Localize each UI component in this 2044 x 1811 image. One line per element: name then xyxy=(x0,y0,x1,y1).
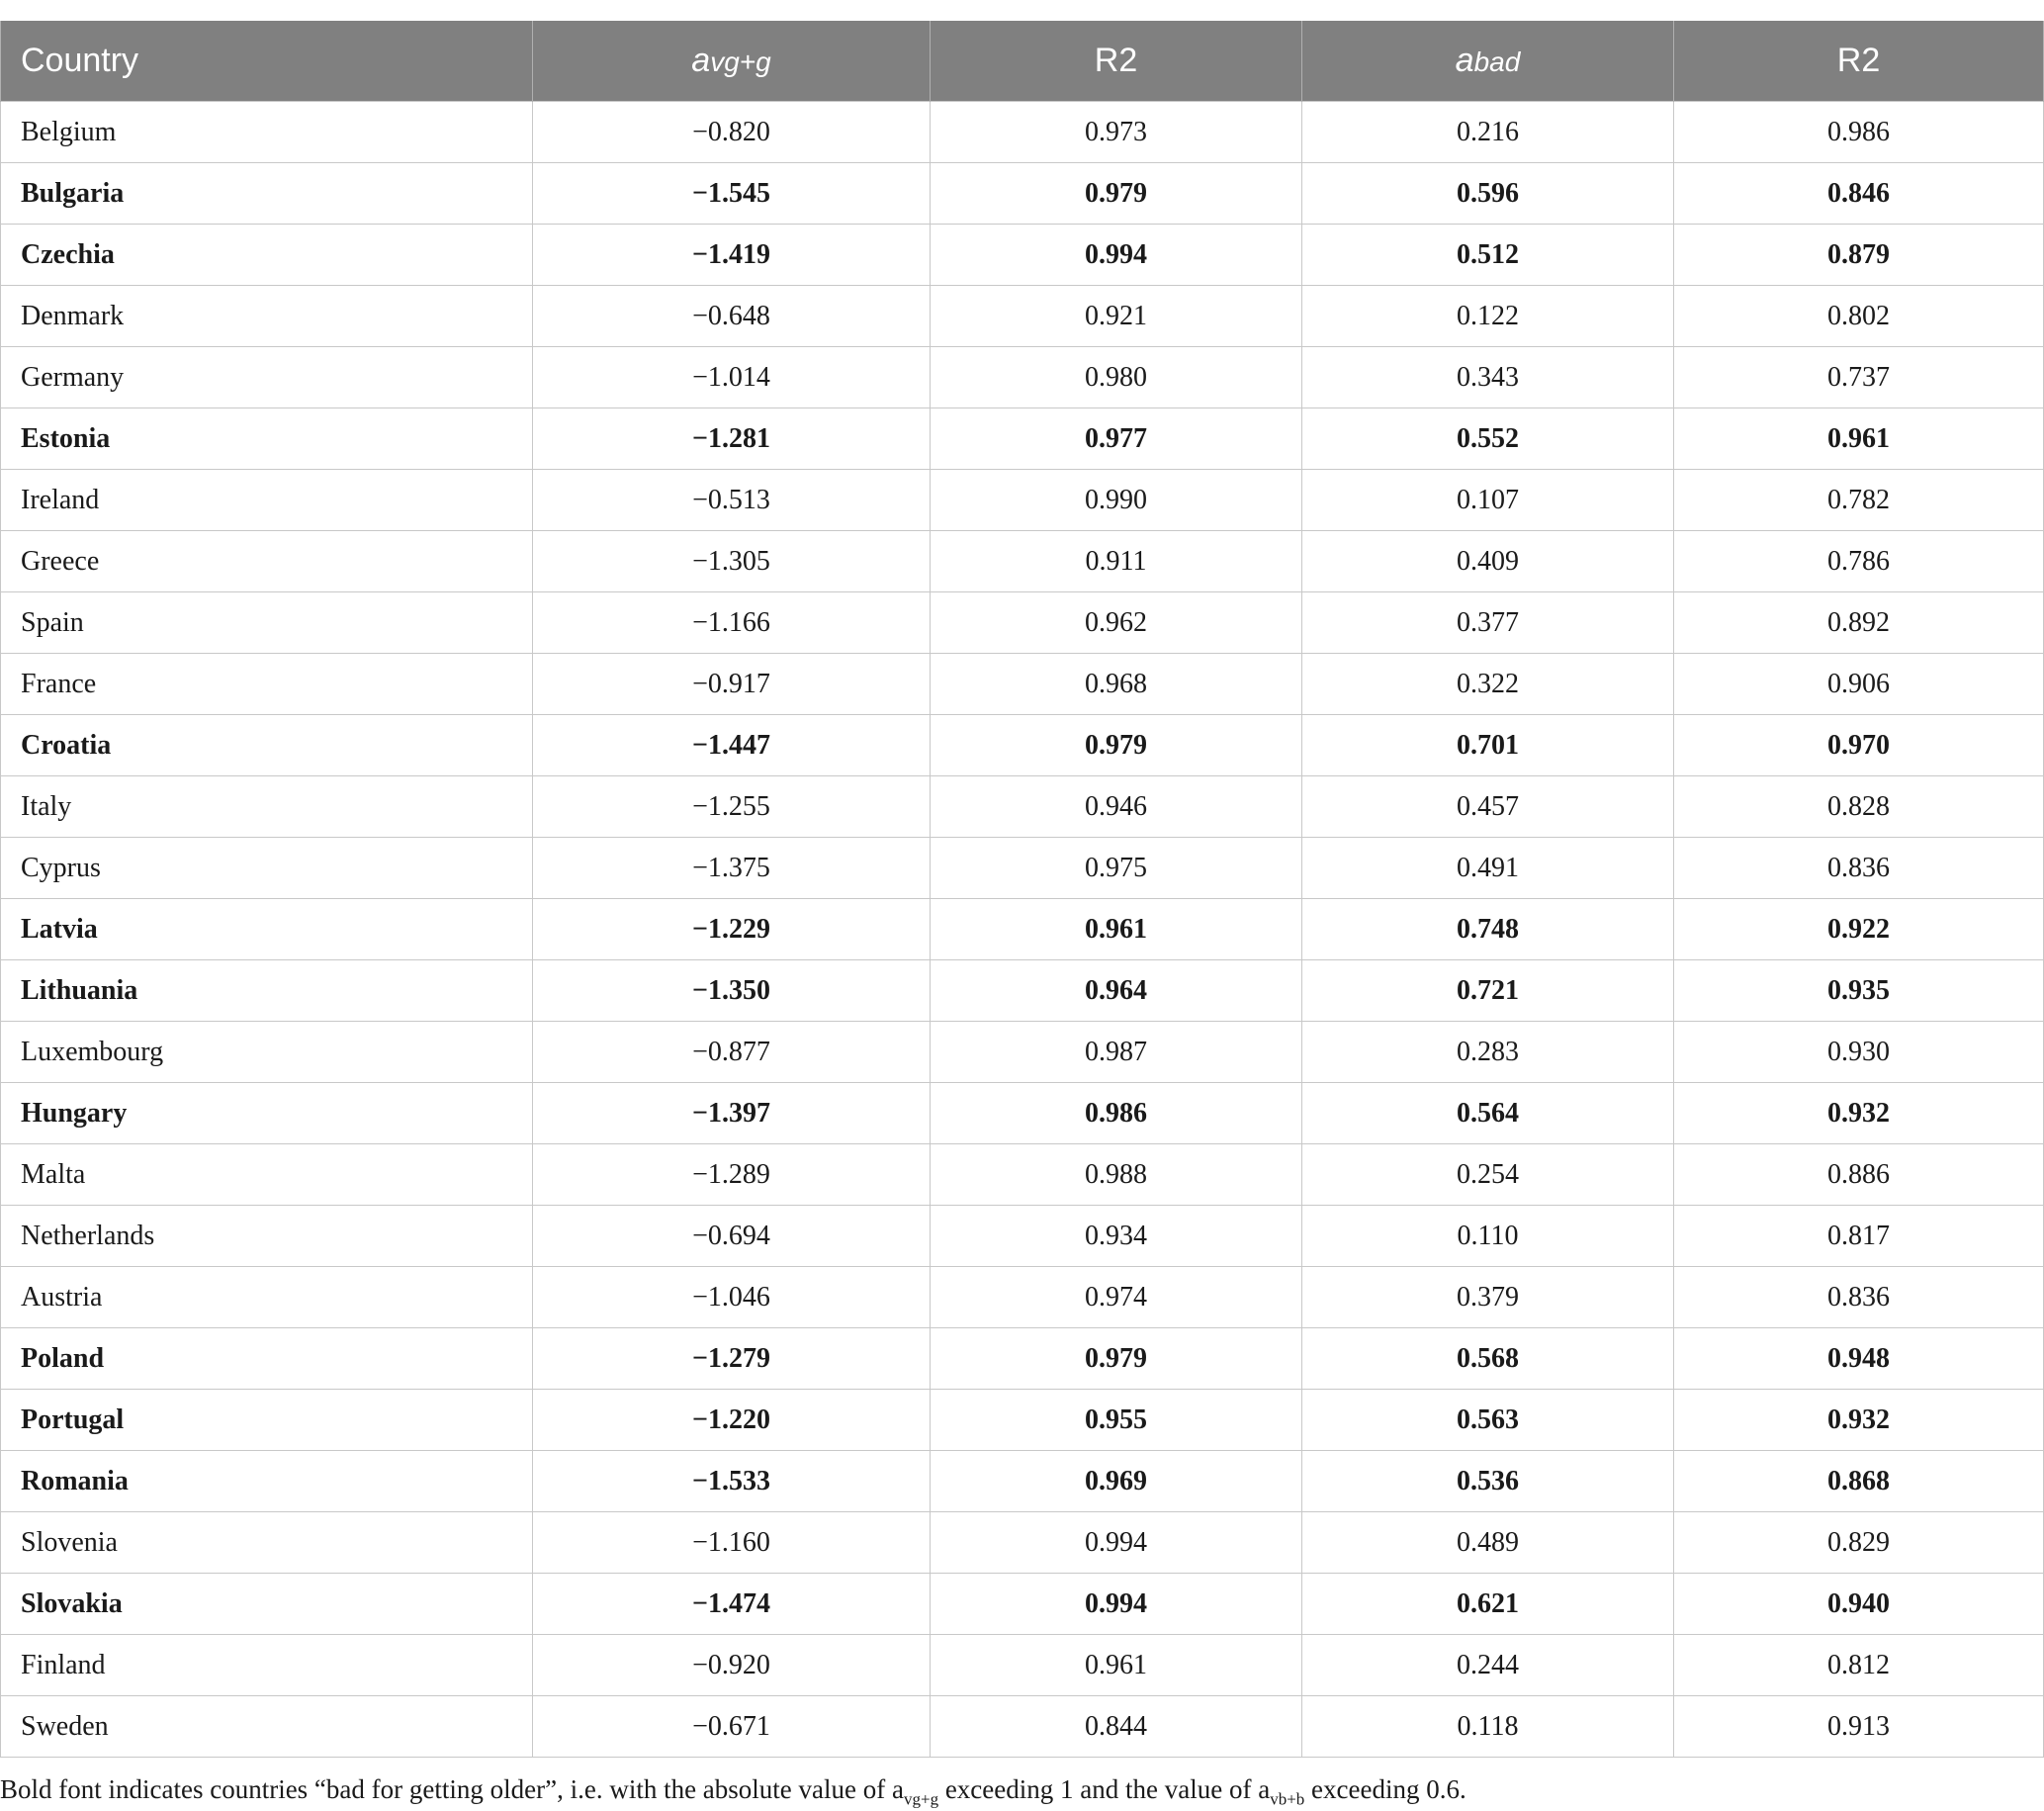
cell-country: Luxembourg xyxy=(1,1022,533,1083)
cell-a-vg-g: −0.877 xyxy=(533,1022,931,1083)
cell-r2-first: 0.990 xyxy=(931,470,1302,531)
cell-a-vg-g: −1.419 xyxy=(533,225,931,286)
cell-country: Ireland xyxy=(1,470,533,531)
cell-r2-second: 0.879 xyxy=(1674,225,2044,286)
table-row xyxy=(1,715,2044,776)
table-row xyxy=(1,225,2044,286)
table-row xyxy=(1,654,2044,715)
cell-r2-first: 0.977 xyxy=(931,408,1302,470)
cell-a-vg-g: −1.229 xyxy=(533,899,931,960)
cell-a-bad: 0.409 xyxy=(1302,531,1674,592)
cell-r2-second: 0.817 xyxy=(1674,1206,2044,1267)
cell-a-bad: 0.552 xyxy=(1302,408,1674,470)
cell-r2-second: 0.802 xyxy=(1674,286,2044,347)
cell-r2-first: 0.994 xyxy=(931,1574,1302,1635)
cell-country: Belgium xyxy=(1,102,533,163)
cell-r2-second: 0.828 xyxy=(1674,776,2044,838)
cell-a-vg-g: −1.220 xyxy=(533,1390,931,1451)
cell-a-bad: 0.379 xyxy=(1302,1267,1674,1328)
table-row xyxy=(1,102,2044,163)
cell-a-bad: 0.254 xyxy=(1302,1144,1674,1206)
cell-r2-second: 0.913 xyxy=(1674,1696,2044,1758)
cell-a-vg-g: −1.397 xyxy=(533,1083,931,1144)
cell-r2-first: 0.994 xyxy=(931,225,1302,286)
cell-country: Lithuania xyxy=(1,960,533,1022)
cell-country: Italy xyxy=(1,776,533,838)
cell-country: Spain xyxy=(1,592,533,654)
cell-a-vg-g: −0.648 xyxy=(533,286,931,347)
cell-a-vg-g: −1.447 xyxy=(533,715,931,776)
cell-r2-second: 0.782 xyxy=(1674,470,2044,531)
table-row xyxy=(1,1206,2044,1267)
cell-r2-first: 0.979 xyxy=(931,163,1302,225)
table-row xyxy=(1,408,2044,470)
cell-r2-second: 0.737 xyxy=(1674,347,2044,408)
cell-a-bad: 0.563 xyxy=(1302,1390,1674,1451)
cell-a-bad: 0.283 xyxy=(1302,1022,1674,1083)
table-row xyxy=(1,1022,2044,1083)
cell-r2-first: 0.911 xyxy=(931,531,1302,592)
results-table xyxy=(0,21,2044,1758)
cell-r2-second: 0.940 xyxy=(1674,1574,2044,1635)
cell-a-vg-g: −1.255 xyxy=(533,776,931,838)
cell-country: Cyprus xyxy=(1,838,533,899)
footnote-text-3: exceeding 0.6. xyxy=(1304,1774,1466,1804)
cell-a-bad: 0.322 xyxy=(1302,654,1674,715)
cell-a-bad: 0.568 xyxy=(1302,1328,1674,1390)
cell-a-bad: 0.489 xyxy=(1302,1512,1674,1574)
header-r2-first: R2 xyxy=(931,21,1302,102)
table-row xyxy=(1,1696,2044,1758)
table-header xyxy=(1,21,2044,102)
cell-r2-first: 0.964 xyxy=(931,960,1302,1022)
cell-a-vg-g: −0.920 xyxy=(533,1635,931,1696)
cell-a-vg-g: −1.160 xyxy=(533,1512,931,1574)
cell-a-vg-g: −1.533 xyxy=(533,1451,931,1512)
cell-r2-second: 0.922 xyxy=(1674,899,2044,960)
cell-country: Slovakia xyxy=(1,1574,533,1635)
cell-r2-second: 0.935 xyxy=(1674,960,2044,1022)
cell-r2-second: 0.970 xyxy=(1674,715,2044,776)
footnote-sub-1: vg+g xyxy=(903,1789,939,1809)
cell-country: Romania xyxy=(1,1451,533,1512)
cell-r2-second: 0.948 xyxy=(1674,1328,2044,1390)
cell-r2-first: 0.987 xyxy=(931,1022,1302,1083)
cell-country: Hungary xyxy=(1,1083,533,1144)
cell-r2-second: 0.829 xyxy=(1674,1512,2044,1574)
cell-r2-second: 0.836 xyxy=(1674,1267,2044,1328)
cell-r2-first: 0.979 xyxy=(931,1328,1302,1390)
cell-a-vg-g: −1.350 xyxy=(533,960,931,1022)
cell-r2-first: 0.946 xyxy=(931,776,1302,838)
footnote-text-2: exceeding 1 and the value of a xyxy=(938,1774,1271,1804)
cell-r2-second: 0.812 xyxy=(1674,1635,2044,1696)
cell-a-vg-g: −1.166 xyxy=(533,592,931,654)
cell-country: Germany xyxy=(1,347,533,408)
cell-r2-first: 0.968 xyxy=(931,654,1302,715)
cell-a-vg-g: −1.281 xyxy=(533,408,931,470)
cell-a-bad: 0.244 xyxy=(1302,1635,1674,1696)
table-row xyxy=(1,1512,2044,1574)
cell-a-bad: 0.721 xyxy=(1302,960,1674,1022)
cell-a-vg-g: −1.375 xyxy=(533,838,931,899)
cell-country: Bulgaria xyxy=(1,163,533,225)
cell-a-bad: 0.457 xyxy=(1302,776,1674,838)
cell-r2-first: 0.961 xyxy=(931,1635,1302,1696)
cell-country: Denmark xyxy=(1,286,533,347)
cell-r2-first: 0.962 xyxy=(931,592,1302,654)
cell-a-vg-g: −0.671 xyxy=(533,1696,931,1758)
table-row xyxy=(1,1267,2044,1328)
cell-a-bad: 0.377 xyxy=(1302,592,1674,654)
cell-country: Malta xyxy=(1,1144,533,1206)
cell-a-bad: 0.701 xyxy=(1302,715,1674,776)
cell-a-bad: 0.107 xyxy=(1302,470,1674,531)
header-a-vg-g-base: a xyxy=(691,42,711,79)
cell-r2-second: 0.932 xyxy=(1674,1390,2044,1451)
cell-a-bad: 0.596 xyxy=(1302,163,1674,225)
table-row xyxy=(1,1083,2044,1144)
table-row xyxy=(1,286,2044,347)
table-row xyxy=(1,347,2044,408)
cell-country: Finland xyxy=(1,1635,533,1696)
cell-r2-first: 0.921 xyxy=(931,286,1302,347)
table-row xyxy=(1,776,2044,838)
table-row xyxy=(1,1635,2044,1696)
cell-r2-second: 0.886 xyxy=(1674,1144,2044,1206)
cell-a-bad: 0.621 xyxy=(1302,1574,1674,1635)
cell-a-vg-g: −0.694 xyxy=(533,1206,931,1267)
table-row xyxy=(1,531,2044,592)
cell-r2-first: 0.961 xyxy=(931,899,1302,960)
cell-r2-first: 0.979 xyxy=(931,715,1302,776)
cell-country: Czechia xyxy=(1,225,533,286)
footnote-sub-2: vb+b xyxy=(1270,1789,1305,1809)
cell-r2-second: 0.986 xyxy=(1674,102,2044,163)
cell-r2-second: 0.868 xyxy=(1674,1451,2044,1512)
cell-a-bad: 0.564 xyxy=(1302,1083,1674,1144)
table-body xyxy=(1,102,2044,1758)
table-row xyxy=(1,163,2044,225)
cell-a-bad: 0.110 xyxy=(1302,1206,1674,1267)
cell-a-vg-g: −0.513 xyxy=(533,470,931,531)
cell-country: Poland xyxy=(1,1328,533,1390)
header-a-bad-base: a xyxy=(1455,42,1474,79)
cell-r2-second: 0.836 xyxy=(1674,838,2044,899)
cell-country: Latvia xyxy=(1,899,533,960)
cell-r2-first: 0.975 xyxy=(931,838,1302,899)
cell-r2-first: 0.974 xyxy=(931,1267,1302,1328)
cell-r2-first: 0.994 xyxy=(931,1512,1302,1574)
cell-a-vg-g: −1.545 xyxy=(533,163,931,225)
cell-a-vg-g: −1.014 xyxy=(533,347,931,408)
table-row xyxy=(1,1451,2044,1512)
cell-r2-second: 0.906 xyxy=(1674,654,2044,715)
cell-country: Slovenia xyxy=(1,1512,533,1574)
table-row xyxy=(1,1328,2044,1390)
cell-a-vg-g: −1.305 xyxy=(533,531,931,592)
header-country: Country xyxy=(1,21,533,102)
cell-country: Portugal xyxy=(1,1390,533,1451)
cell-r2-second: 0.846 xyxy=(1674,163,2044,225)
header-a-vg-g xyxy=(533,21,931,102)
cell-a-bad: 0.536 xyxy=(1302,1451,1674,1512)
cell-r2-first: 0.986 xyxy=(931,1083,1302,1144)
cell-r2-second: 0.961 xyxy=(1674,408,2044,470)
table-footnote xyxy=(0,1774,2044,1809)
header-a-bad-sub: bad xyxy=(1473,46,1521,77)
cell-country: Sweden xyxy=(1,1696,533,1758)
cell-a-bad: 0.748 xyxy=(1302,899,1674,960)
cell-r2-first: 0.969 xyxy=(931,1451,1302,1512)
cell-country: Austria xyxy=(1,1267,533,1328)
cell-country: Netherlands xyxy=(1,1206,533,1267)
table-row xyxy=(1,899,2044,960)
table-row xyxy=(1,1390,2044,1451)
cell-r2-first: 0.955 xyxy=(931,1390,1302,1451)
header-r2-second: R2 xyxy=(1674,21,2044,102)
cell-a-vg-g: −1.279 xyxy=(533,1328,931,1390)
cell-r2-second: 0.786 xyxy=(1674,531,2044,592)
table-row xyxy=(1,470,2044,531)
cell-a-bad: 0.491 xyxy=(1302,838,1674,899)
cell-r2-first: 0.973 xyxy=(931,102,1302,163)
table-row xyxy=(1,838,2044,899)
cell-r2-second: 0.892 xyxy=(1674,592,2044,654)
cell-country: Greece xyxy=(1,531,533,592)
cell-r2-second: 0.932 xyxy=(1674,1083,2044,1144)
cell-country: Croatia xyxy=(1,715,533,776)
table-row xyxy=(1,960,2044,1022)
header-a-vg-g-sub: vg+g xyxy=(710,46,771,77)
cell-country: France xyxy=(1,654,533,715)
cell-a-bad: 0.216 xyxy=(1302,102,1674,163)
footnote-text-1: Bold font indicates countries “bad for getting older”, i.e. with the absolute value of a xyxy=(0,1774,904,1804)
cell-a-bad: 0.122 xyxy=(1302,286,1674,347)
cell-a-vg-g: −0.820 xyxy=(533,102,931,163)
cell-r2-first: 0.844 xyxy=(931,1696,1302,1758)
cell-country: Estonia xyxy=(1,408,533,470)
header-row xyxy=(1,21,2044,102)
header-a-bad xyxy=(1302,21,1674,102)
cell-r2-first: 0.934 xyxy=(931,1206,1302,1267)
cell-r2-first: 0.980 xyxy=(931,347,1302,408)
cell-r2-second: 0.930 xyxy=(1674,1022,2044,1083)
cell-a-vg-g: −1.474 xyxy=(533,1574,931,1635)
table-row xyxy=(1,1574,2044,1635)
cell-a-vg-g: −1.289 xyxy=(533,1144,931,1206)
results-table-container xyxy=(0,21,2044,1758)
cell-r2-first: 0.988 xyxy=(931,1144,1302,1206)
cell-a-bad: 0.343 xyxy=(1302,347,1674,408)
cell-a-bad: 0.512 xyxy=(1302,225,1674,286)
cell-a-bad: 0.118 xyxy=(1302,1696,1674,1758)
cell-a-vg-g: −1.046 xyxy=(533,1267,931,1328)
cell-a-vg-g: −0.917 xyxy=(533,654,931,715)
table-row xyxy=(1,592,2044,654)
table-row xyxy=(1,1144,2044,1206)
